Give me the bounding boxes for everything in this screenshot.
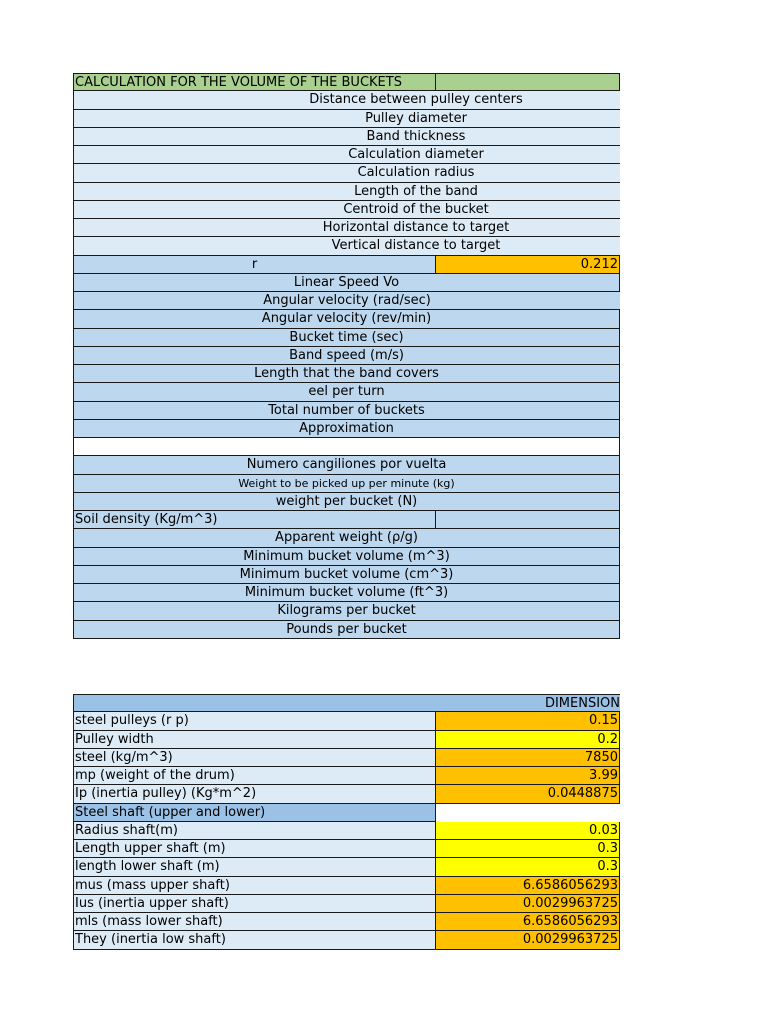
calc-row-4-cell[interactable]: Calculation radius	[73, 164, 620, 182]
speed-row-7-row	[73, 402, 620, 420]
shaft-row-4-row	[73, 895, 620, 913]
dimension-header-row	[73, 694, 620, 712]
calc-row-5-cell[interactable]: Length of the band	[73, 183, 620, 201]
calc-row-8-row	[73, 237, 620, 255]
calc-row-8-cell[interactable]: Vertical distance to target	[73, 237, 620, 255]
bucket-row-0-cell[interactable]: Numero cangiliones por vuelta	[73, 456, 620, 474]
bucket-row-2-cell[interactable]: weight per bucket (N)	[73, 493, 620, 511]
calc-row-2-cell[interactable]: Band thickness	[73, 128, 620, 146]
calc-row-1-row	[73, 110, 620, 128]
shaft-row-5-value-cell[interactable]: 6.6586056293	[436, 913, 620, 931]
calc-row-7-cell[interactable]: Horizontal distance to target	[73, 219, 620, 237]
blank-cell[interactable]	[73, 438, 620, 456]
speed-row-3-row	[73, 329, 620, 347]
volume-row-3-row	[73, 584, 620, 602]
volume-row-5-cell[interactable]: Pounds per bucket	[73, 621, 620, 639]
shaft-header-value-cell[interactable]	[436, 804, 620, 822]
soil-density-label-cell[interactable]: Soil density (Kg/m^3)	[73, 511, 436, 529]
bucket-row-1-row	[73, 475, 620, 493]
shaft-row-5-row	[73, 913, 620, 931]
speed-row-8-row	[73, 420, 620, 438]
calc-row-4-row	[73, 164, 620, 182]
calc-row-0-cell[interactable]: Distance between pulley centers	[73, 91, 620, 109]
dimension-header-cell[interactable]: DIMENSION	[73, 694, 620, 712]
speed-row-6-row	[73, 383, 620, 401]
calc-row-2-row	[73, 128, 620, 146]
pulley-row-3-label-cell[interactable]: mp (weight of the drum)	[73, 767, 436, 785]
shaft-row-2-label-cell[interactable]: length lower shaft (m)	[73, 858, 436, 876]
shaft-row-1-value-cell[interactable]: 0.3	[436, 840, 620, 858]
shaft-row-2-row	[73, 858, 620, 876]
r-row	[73, 256, 620, 274]
calc-row-0-row	[73, 91, 620, 109]
soil-density-value-cell[interactable]	[436, 511, 620, 529]
volume-row-4-row	[73, 602, 620, 620]
calc-row-3-cell[interactable]: Calculation diameter	[73, 146, 620, 164]
pulley-row-2-label-cell[interactable]: steel (kg/m^3)	[73, 749, 436, 767]
volume-row-3-cell[interactable]: Minimum bucket volume (ft^3)	[73, 584, 620, 602]
speed-row-5-cell[interactable]: Length that the band covers	[73, 365, 620, 383]
volume-row-1-cell[interactable]: Minimum bucket volume (m^3)	[73, 548, 620, 566]
shaft-header-cell[interactable]: Steel shaft (upper and lower)	[73, 804, 436, 822]
shaft-row-6-row	[73, 931, 620, 949]
title-row	[73, 73, 620, 91]
shaft-row-4-label-cell[interactable]: Ius (inertia upper shaft)	[73, 895, 436, 913]
calc-row-6-cell[interactable]: Centroid of the bucket	[73, 201, 620, 219]
pulley-row-4-label-cell[interactable]: Ip (inertia pulley) (Kg*m^2)	[73, 785, 436, 803]
shaft-row-1-row	[73, 840, 620, 858]
shaft-row-6-label-cell[interactable]: They (inertia low shaft)	[73, 931, 436, 949]
speed-row-2-cell[interactable]: Angular velocity (rev/min)	[73, 310, 620, 328]
speed-row-4-cell[interactable]: Band speed (m/s)	[73, 347, 620, 365]
title-cell[interactable]: CALCULATION FOR THE VOLUME OF THE BUCKETS	[73, 73, 436, 91]
speed-row-1-cell[interactable]: Angular velocity (rad/sec)	[73, 292, 620, 310]
shaft-row-2-value-cell[interactable]: 0.3	[436, 858, 620, 876]
shaft-row-3-row	[73, 877, 620, 895]
dimension-table	[73, 694, 620, 950]
volume-row-2-cell[interactable]: Minimum bucket volume (cm^3)	[73, 566, 620, 584]
speed-row-8-cell[interactable]: Approximation	[73, 420, 620, 438]
speed-row-6-cell[interactable]: eel per turn	[73, 383, 620, 401]
pulley-row-4-value-cell[interactable]: 0.0448875	[436, 785, 620, 803]
pulley-row-1-value-cell[interactable]: 0.2	[436, 731, 620, 749]
blank-row	[73, 438, 620, 456]
pulley-row-0-row	[73, 712, 620, 730]
bucket-row-0-row	[73, 456, 620, 474]
bucket-row-2-row	[73, 493, 620, 511]
shaft-row-5-label-cell[interactable]: mls (mass lower shaft)	[73, 913, 436, 931]
calc-row-5-row	[73, 183, 620, 201]
shaft-row-1-label-cell[interactable]: Length upper shaft (m)	[73, 840, 436, 858]
shaft-row-6-value-cell[interactable]: 0.0029963725	[436, 931, 620, 949]
calc-row-7-row	[73, 219, 620, 237]
pulley-row-3-value-cell[interactable]: 3.99	[436, 767, 620, 785]
volume-row-0-cell[interactable]: Apparent weight (ρ/g)	[73, 529, 620, 547]
r-label-cell[interactable]: r	[73, 256, 436, 274]
r-value-cell[interactable]: 0.212	[436, 256, 620, 274]
volume-calculation-table	[73, 73, 620, 639]
speed-row-0-row	[73, 274, 620, 292]
volume-row-2-row	[73, 566, 620, 584]
calc-row-1-cell[interactable]: Pulley diameter	[73, 110, 620, 128]
shaft-header-row	[73, 804, 620, 822]
speed-row-0-cell[interactable]: Linear Speed Vo	[73, 274, 620, 292]
pulley-row-3-row	[73, 767, 620, 785]
title-value-cell[interactable]	[436, 73, 620, 91]
speed-row-7-cell[interactable]: Total number of buckets	[73, 402, 620, 420]
pulley-row-1-row	[73, 731, 620, 749]
shaft-row-3-value-cell[interactable]: 6.6586056293	[436, 877, 620, 895]
pulley-row-0-label-cell[interactable]: steel pulleys (r p)	[73, 712, 436, 730]
volume-row-0-row	[73, 529, 620, 547]
shaft-row-0-row	[73, 822, 620, 840]
bucket-row-1-cell[interactable]: Weight to be picked up per minute (kg)	[73, 475, 620, 493]
volume-row-5-row	[73, 621, 620, 639]
volume-row-4-cell[interactable]: Kilograms per bucket	[73, 602, 620, 620]
calc-row-6-row	[73, 201, 620, 219]
soil-density-row	[73, 511, 620, 529]
shaft-row-4-value-cell[interactable]: 0.0029963725	[436, 895, 620, 913]
pulley-row-2-row	[73, 749, 620, 767]
pulley-row-4-row	[73, 785, 620, 803]
shaft-row-0-label-cell[interactable]: Radius shaft(m)	[73, 822, 436, 840]
pulley-row-0-value-cell[interactable]: 0.15	[436, 712, 620, 730]
pulley-row-1-label-cell[interactable]: Pulley width	[73, 731, 436, 749]
calc-row-3-row	[73, 146, 620, 164]
volume-row-1-row	[73, 548, 620, 566]
pulley-row-2-value-cell[interactable]: 7850	[436, 749, 620, 767]
speed-row-1-row	[73, 292, 620, 310]
speed-row-3-cell[interactable]: Bucket time (sec)	[73, 329, 620, 347]
speed-row-4-row	[73, 347, 620, 365]
shaft-row-0-value-cell[interactable]: 0.03	[436, 822, 620, 840]
shaft-row-3-label-cell[interactable]: mus (mass upper shaft)	[73, 877, 436, 895]
speed-row-2-row	[73, 310, 620, 328]
speed-row-5-row	[73, 365, 620, 383]
